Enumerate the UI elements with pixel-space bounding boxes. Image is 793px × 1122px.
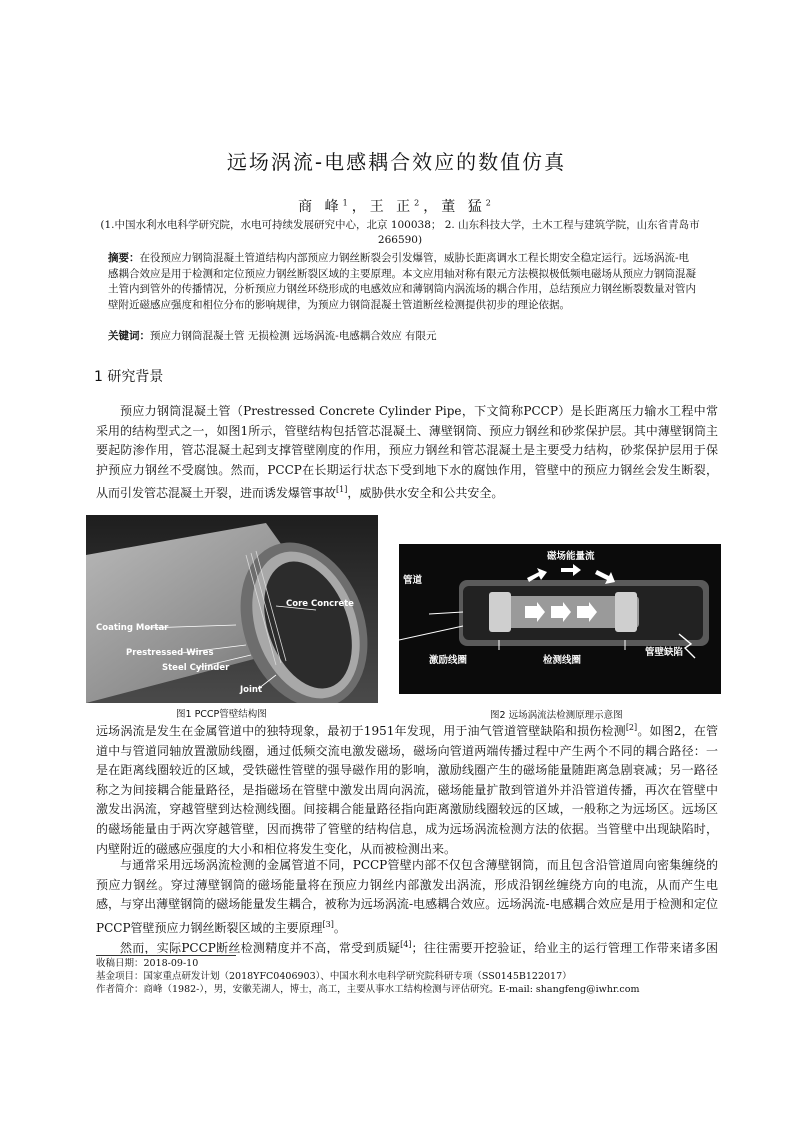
para2-text-a: 远场涡流是发生在金属管道中的独特现象，最初于1951年发现，用于油气管道管壁缺陷和损伤检测 (96, 724, 626, 738)
figure-1-image (86, 515, 378, 703)
authors: 商 峰$^1$，王 正$^2$，董 猛$^2$ (298, 198, 495, 215)
para3-text-a: 与通常采用远场涡流检测的金属管道不同，PCCP管壁内部不仅包含薄壁钢筒，而且包含沿管道周向密集缠绕的预应力钢丝。穿过薄壁钢筒的磁场能量将在预应力钢丝内部激发出涡流，形成沿钢丝缠绕方向的电流，从而产生电感，与穿出薄壁钢筒的磁场能量发生耦合，被称为远场涡流-电感耦合效应。远场涡流-电感耦合效应是用于检测和定位PCCP管壁预应力钢丝断裂区域的主要原理 (96, 858, 718, 935)
remote-field-eddy-current-diagram (399, 544, 721, 694)
fig2-label-detector-coil: 检测线圈 (543, 655, 582, 666)
fig2-label-energy-flow: 磁场能量流 (547, 551, 595, 562)
paper-title: 远场涡流-电感耦合效应的数值仿真 (226, 150, 567, 174)
para4-text-a: 然而，实际PCCP断丝检测精度并不高，常受到质疑 (120, 941, 401, 954)
paragraph-3 (96, 856, 718, 938)
fig1-label-coating-mortar: Coating Mortar (96, 623, 169, 633)
abstract-label: 摘要： (108, 252, 140, 264)
citation-3: [3] (322, 919, 334, 929)
fig1-label-joint: Joint (240, 685, 263, 695)
paragraph-4 (96, 935, 718, 954)
figure-2-caption: 图2 远场涡流法检测原理示意图 (490, 710, 623, 721)
figure-2-image (399, 544, 721, 694)
fig1-label-steel-cylinder: Steel Cylinder (162, 663, 230, 673)
citation-1: [1] (336, 485, 348, 495)
para4-text-b: ；往往需要开挖验证，给业主的运行管理工作带来诸多困 (411, 941, 718, 954)
keywords-text: 预应力钢筒混凝土管 无损检测 远场涡流-电感耦合效应 有限元 (150, 330, 437, 342)
fig2-label-wall-defect: 管壁缺陷 (645, 647, 684, 658)
paragraph-2 (96, 718, 718, 859)
figure-1-caption: 图1 PCCP管壁结构图 (176, 709, 267, 720)
footnote-author: 作者简介：商峰（1982-），男，安徽芜湖人，博士，高工，主要从事水工结构检测与评估研究。E-mail: shangfeng@iwhr.com (96, 984, 640, 996)
fig1-label-core-concrete: Core Concrete (286, 599, 354, 609)
keywords (108, 329, 698, 344)
citation-4: [4] (400, 940, 412, 949)
footnote-divider (96, 955, 236, 956)
fig2-label-pipe: 管道 (403, 575, 423, 586)
para1-text-a: 预应力钢筒混凝土管（Prestressed Concrete Cylinder Pipe，下文简称PCCP）是长距离压力输水工程中常采用的结构型式之一，如图1所示，管壁结构包括管芯混凝土、薄壁钢筒、预应力钢丝和砂浆保护层。其中薄壁钢筒主要起防渗作用，管芯混凝土起到支撑管壁刚度的作用，预应力钢丝和管芯混凝土是主要受力结构，砂浆保护层用于保护预应力钢丝不受腐蚀。然而，PCCP在长期运行状态下受到地下水的腐蚀作用，管壁中的预应力钢丝会发生断裂，从而引发管芯混凝土开裂，进而诱发爆管事故 (96, 404, 718, 501)
footnote-received: 收稿日期：2018-09-10 (96, 958, 199, 969)
pccp-pipe-illustration (86, 515, 378, 703)
fig2-label-exciter-coil: 激励线圈 (429, 655, 468, 666)
fig1-label-prestressed-wires: Prestressed Wires (126, 648, 214, 658)
para2-text-b: 。如图2，在管道中与管道同轴放置激励线圈，通过低频交流电激发磁场，磁场向管道两端传播过程中产生两个不同的耦合路径：一是在距离线圈较近的区域，受铁磁性管壁的强导磁作用的影响，激励线圈产生的磁场能量随距离急剧衰减；另一路径称之为间接耦合能量路径，是指磁场在管壁中激发出周向涡流，磁场能量扩散到管道外并沿管道传播，再次在管壁中激发出涡流，穿越管壁到达检测线圈。间接耦合能量路径指向距离激励线圈较远的区域，一般称之为远场区。远场区的磁场能量由于两次穿越管壁，因而携带了管壁的结构信息，成为远场涡流检测方法的依据。当管壁中出现缺陷时，内壁附近的磁感应强度的大小和相位将发生变化，从而被检测出来。 (96, 724, 719, 856)
para1-text-b: ，威胁供水安全和公共安全。 (347, 486, 504, 501)
abstract-text: 在役预应力钢筒混凝土管道结构内部预应力钢丝断裂会引发爆管，威胁长距离调水工程长期安全稳定运行。远场涡流-电感耦合效应是用于检测和定位预应力钢丝断裂区域的主要原理。本文应用轴对称有限元方法模拟极低频电磁场从预应力钢筒混凝土管内到管外的传播情况，分析预应力钢丝环绕形成的电感效应和薄钢筒内涡流场的耦合作用，总结预应力钢丝断裂数量对管内壁附近磁感应强度和相位分布的影响规律，为预应力钢筒混凝土管道断丝检测提供初步的理论依据。 (108, 252, 696, 311)
footnote-fund: 基金项目：国家重点研发计划（2018YFC0406903）、中国水利水电科学研究院科研专项（SS0145B122017） (96, 971, 572, 983)
footnote (96, 957, 736, 997)
citation-2: [2] (625, 723, 638, 732)
affiliation: (1.中国水利水电科学研究院，水电可持续发展研究中心，北京 100038； 2. 山东科技大学，土木工程与建筑学院，山东省青岛市 266590) (100, 219, 700, 246)
keywords-label: 关键词： (108, 330, 150, 342)
abstract (108, 251, 698, 313)
paragraph-1 (96, 402, 718, 504)
para3-text-b: 。 (333, 920, 346, 935)
section-heading: 1 研究背景 (94, 369, 164, 385)
